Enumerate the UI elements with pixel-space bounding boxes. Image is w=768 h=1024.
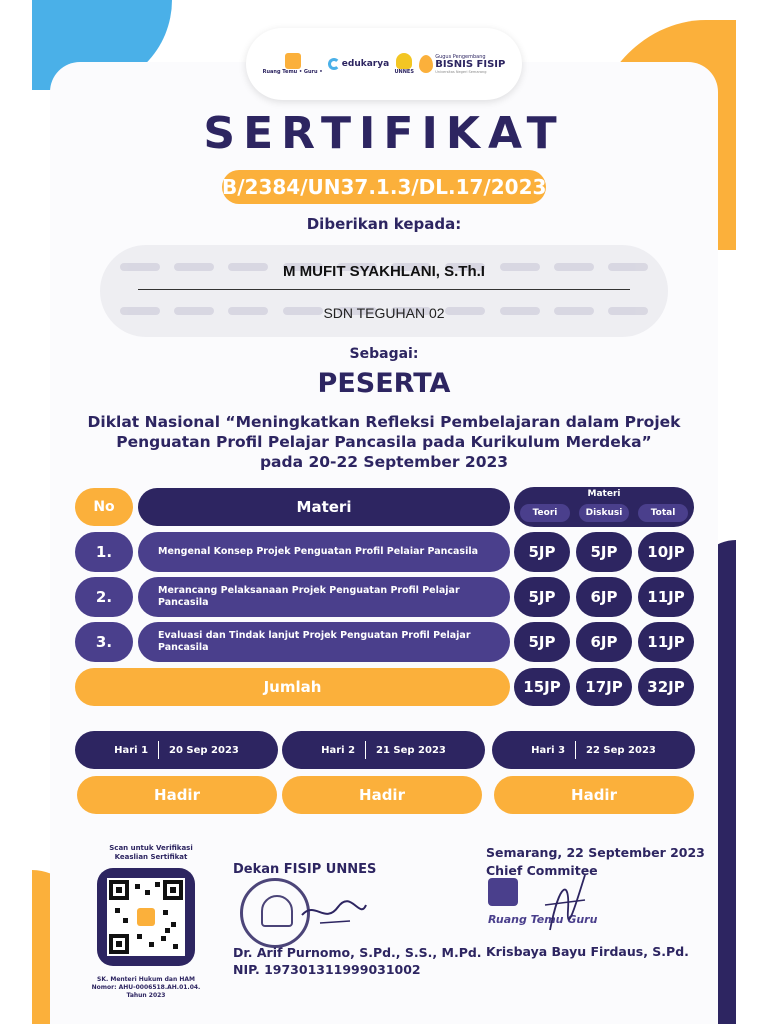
table-row-materi: Mengenal Konsep Projek Penguatan Profil Pelaiar Pancasila [138,532,510,572]
sum-diskusi: 17JP [576,668,632,706]
dean-position: Dekan FISIP UNNES [233,862,377,877]
recipient-school: SDN TEGUHAN 02 [323,305,445,321]
chief-name: Krisbaya Bayu Firdaus, S.Pd. [486,944,689,959]
table-row-teori: 5JP [514,532,570,572]
certificate-title: SERTIFIKAT [203,108,565,159]
name-underline [138,289,630,290]
table-row-no: 2. [75,577,133,617]
qr-center-logo-icon [137,908,155,926]
role-title: PESERTA [317,368,451,399]
attendance-status-1: Hadir [77,776,277,814]
table-row-diskusi: 5JP [576,532,632,572]
table-row-total: 11JP [638,577,694,617]
table-header-materi: Materi [138,488,510,526]
unnes-logo: UNNES [394,53,413,76]
table-row-materi: Merancang Pelaksanaan Projek Penguatan Profil Pelajar Pancasila [138,577,510,617]
chief-details: Semarang, 22 September 2023 Chief Commitee [486,845,705,878]
table-row-total: 10JP [638,532,694,572]
flame-icon [419,55,433,73]
event-description: Diklat Nasional “Meningkatkan Refleksi Pembelajaran dalam Projek Penguatan Profil Pelajar Pancasila pada Kurikulum Merdeka” pada 20-22 September 2023 [87,413,681,471]
as-label: Sebagai: [349,346,419,362]
dean-signature-icon [300,895,370,935]
dean-details: Dr. Arif Purnomo, S.Pd., S.S., M.Pd. NIP. 197301311999031002 [233,945,482,977]
ruang-temu-guru-logo: Ruang Temu • Guru • [263,53,323,76]
recipient-box [100,245,668,337]
table-header-no: No [75,488,133,526]
ruang-temu-icon [488,878,518,906]
table-row-diskusi: 6JP [576,622,632,662]
header-teori: Teori [520,504,570,522]
attendance-status-3: Hadir [494,776,694,814]
table-row-total: 11JP [638,622,694,662]
ruang-temu-icon [285,53,301,69]
header-diskusi: Diskusi [579,504,629,522]
attendance-day-2: Hari 2 21 Sep 2023 [282,731,485,769]
sum-label: Jumlah [75,668,510,706]
sk-caption: SK. Menteri Hukum dan HAM Nomor: AHU-0006518.AH.01.04. Tahun 2023 [91,976,201,999]
sum-total: 32JP [638,668,694,706]
table-header-jp: Materi Teori Diskusi Total [514,487,694,527]
table-row-teori: 5JP [514,577,570,617]
given-to-label: Diberikan kepada: [306,215,462,233]
logo-bar [246,28,522,100]
qr-code[interactable] [97,868,195,966]
bisnis-fisip-logo: Gugus Pengembang BISNIS FISIP Universitas Negeri Semarang [419,54,505,74]
sum-teori: 15JP [514,668,570,706]
table-row-diskusi: 6JP [576,577,632,617]
ruang-temu-guru-stamp: Ruang Temu Guru [488,878,597,926]
table-row-materi: Evaluasi dan Tindak lanjut Projek Penguatan Profil Pelajar Pancasila [138,622,510,662]
table-row-no: 3. [75,622,133,662]
unnes-emblem-icon [396,53,412,69]
attendance-status-2: Hadir [282,776,482,814]
attendance-day-1: Hari 1 20 Sep 2023 [75,731,278,769]
edukarya-icon [328,58,340,70]
table-row-teori: 5JP [514,622,570,662]
recipient-name: M MUFIT SYAKHLANI, S.Th.I [283,263,485,280]
chief-signature-icon [540,870,590,940]
table-row-no: 1. [75,532,133,572]
certificate-number: B/2384/UN37.1.3/DL.17/2023 [222,170,546,204]
attendance-day-3: Hari 3 22 Sep 2023 [492,731,695,769]
scan-caption: Scan untuk Verifikasi Keaslian Sertifikat [109,844,193,861]
header-total: Total [638,504,688,522]
edukarya-logo: edukarya [328,58,389,70]
